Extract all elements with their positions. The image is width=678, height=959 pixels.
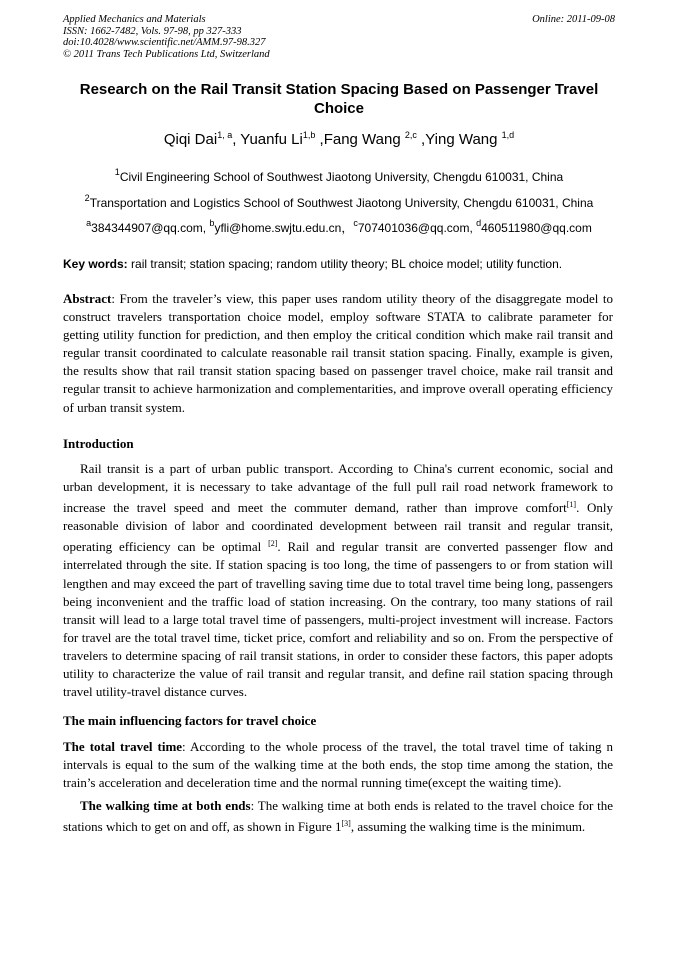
- email-sup: c: [353, 218, 358, 228]
- citation-ref[interactable]: [2]: [268, 539, 278, 549]
- author-affil-sup: 1, a: [217, 130, 233, 140]
- doi-line: doi:10.4028/www.scientific.net/AMM.97-98.327: [63, 37, 266, 48]
- intro-text: . Rail and regular transit are converted passenger flow and interrelated through the site. If station spacing is too long, the time of passengers to or from station will lengthen and may exceed the part of travelling saving time due to total travel time being long, passengers being inconvenient and the traffic load of station increasing. On the contrary, too many stations of rail transit will lead to a large total travel time of passengers, multi-project investment will increase. Factors for travel are the total travel time, ticket price, comfort and reliability and so on. From the perspective of travelers to determine spacing of rail transit stations, in order to consider these factors, this paper adopts utility to characterize the value of rail transit and regular transit, and define rail station spacing through travel utility-travel distance curves.: [63, 539, 613, 700]
- email-link[interactable]: 460511980@qq.com: [481, 221, 592, 235]
- author-name: Yuanfu Li: [240, 131, 303, 148]
- online-date: Online: 2011-09-08: [532, 14, 615, 25]
- email-sup: a: [86, 218, 92, 228]
- email-link[interactable]: 707401036@qq.com,: [357, 221, 477, 235]
- affiliation-sup: 1: [114, 167, 120, 177]
- abstract-label: Abstract: [63, 291, 112, 306]
- introduction-paragraph: [63, 460, 613, 701]
- journal-name: Applied Mechanics and Materials: [63, 14, 206, 25]
- intro-text: Rail transit is a part of urban public transport. According to China's current economic, social and urban development, it is necessary to take advantage of the full pull rail road network framework to increase the travel speed and meet the commuter demand, rather than improve comfort: [63, 461, 613, 516]
- section-heading-influencing-factors: The main influencing factors for travel choice: [63, 713, 317, 728]
- author-affil-sup: 2,c: [404, 130, 417, 140]
- citation-ref[interactable]: [3]: [341, 819, 351, 829]
- author-affil-sup: 1,b: [302, 130, 316, 140]
- author-name: Qiqi Dai: [163, 131, 218, 148]
- keywords-text: rail transit; station spacing; random utility theory; BL choice model; utility function.: [127, 257, 563, 271]
- walking-time-paragraph: [63, 797, 613, 836]
- author-separator: ,: [315, 131, 324, 148]
- author-affil-sup: 1,d: [501, 130, 515, 140]
- affiliation-1: [0, 167, 678, 184]
- email-link[interactable]: 384344907@qq.com,: [91, 221, 210, 235]
- paragraph-text: : According to the whole process of the travel, the total travel time of taking n intervals is equal to the sum of the walking time at the both ends, the stop time among the station, the train’s acceleration and deceleration time and the normal running time(except the waiting time).: [63, 739, 614, 791]
- affiliation-text: Civil Engineering School of Southwest Jiaotong University, Chengdu 610031, China: [119, 170, 564, 184]
- affiliation-2: [0, 193, 678, 210]
- copyright-line: © 2011 Trans Tech Publications Ltd, Switzerland: [63, 48, 270, 60]
- intro-text: . Only reasonable division of labor and coordinated development between rail transit and regular transit, operating efficiency can be optimal: [63, 500, 614, 555]
- journal-header: [63, 14, 615, 60]
- term-label: The total travel time: [63, 739, 183, 754]
- author-name: Ying Wang: [425, 131, 502, 148]
- citation-ref[interactable]: [1]: [566, 500, 577, 510]
- keywords: [63, 257, 615, 271]
- paragraph-text: , assuming the walking time is the minimum.: [350, 819, 586, 835]
- abstract-text: : From the traveler’s view, this paper uses random utility theory of the disaggregate model to construct travelers transportation choice model, employ software STATA to calibrate parameter for getting utility function for prediction, and then employ the critical condition which make rail transit and regular transit coordinated to calculate reasonable rail transit station spacing. Finally, example is given, the results show that rail transit station spacing based on passenger travel choice, make rail transit and regular transit to achieve harmonization and complementarities, and improve overall operating efficiency of urban transit system.: [63, 291, 613, 415]
- paper-title: Research on the Rail Transit Station Spacing Based on Passenger Travel Choice: [79, 81, 599, 117]
- affiliation-text: Transportation and Logistics School of Southwest Jiaotong University, Chengdu 610031, China: [89, 196, 594, 210]
- section-heading-introduction: Introduction: [63, 436, 134, 451]
- author-list: [0, 130, 678, 148]
- abstract-paragraph: [63, 290, 613, 417]
- author-name: Fang Wang: [323, 131, 405, 148]
- author-separator: ,: [416, 131, 426, 148]
- email-sup: b: [209, 218, 215, 228]
- total-travel-time-paragraph: [63, 738, 613, 792]
- email-sup: d: [476, 218, 482, 228]
- email-line: [0, 218, 678, 236]
- keywords-label: Key words:: [63, 257, 128, 271]
- affiliation-sup: 2: [84, 193, 90, 203]
- author-separator: ,: [232, 131, 241, 148]
- email-link[interactable]: yfli@home.swjtu.edu.cn，: [214, 221, 354, 235]
- paragraph-text: : The walking time at both ends is related to the travel choice for the stations which to get on and off, as shown in Figure 1: [63, 798, 613, 835]
- term-label: The walking time at both ends: [80, 798, 251, 813]
- issn-line: ISSN: 1662-7482, Vols. 97-98, pp 327-333: [63, 25, 242, 37]
